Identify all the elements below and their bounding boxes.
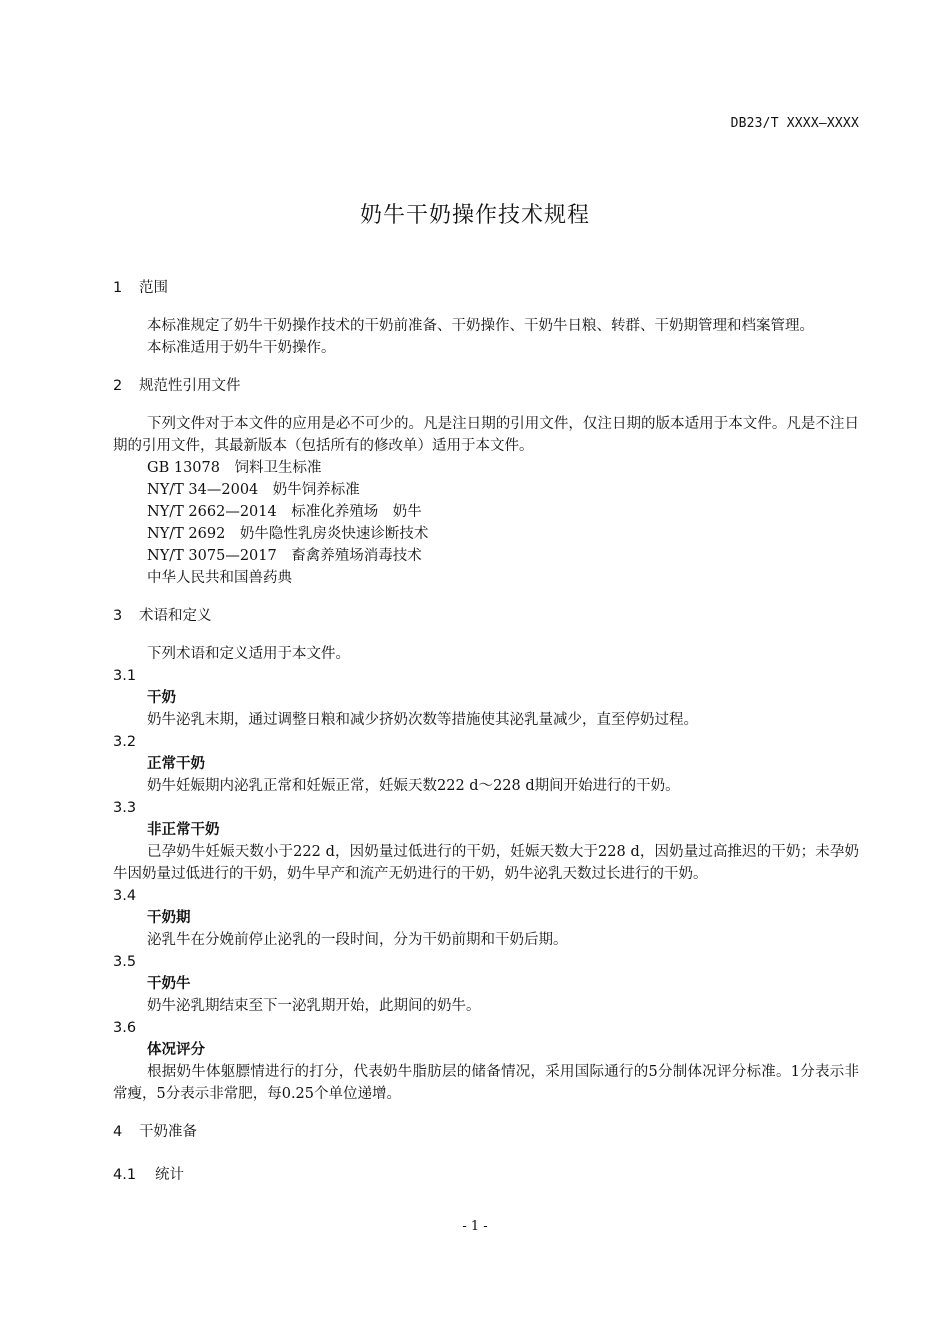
term-definition: 奶牛泌乳期结束至下一泌乳期开始，此期间的奶牛。 — [147, 998, 481, 1014]
section-4-heading — [113, 1116, 859, 1148]
term-number: 3.1 — [113, 668, 137, 684]
references-intro: 下列文件对于本文件的应用是必不可少的。凡是注日期的引用文件，仅注日期的版本适用于本文件。凡是不注日期的引用文件，其最新版本（包括所有的修改单）适用于本文件。 — [113, 416, 859, 454]
subsection-title: 统计 — [155, 1167, 184, 1183]
section-number: 3 — [113, 608, 123, 624]
reference-item: NY/T 34—2004 奶牛饲养标准 — [147, 482, 360, 498]
term-definition: 泌乳牛在分娩前停止泌乳的一段时间，分为干奶前期和干奶后期。 — [147, 932, 568, 948]
section-title: 干奶准备 — [139, 1124, 197, 1140]
section-number: 1 — [113, 280, 123, 296]
reference-item: 中华人民共和国兽药典 — [147, 570, 292, 586]
term-number: 3.3 — [113, 800, 137, 816]
section-title: 规范性引用文件 — [139, 378, 241, 394]
term-definition: 奶牛泌乳末期，通过调整日粮和减少挤奶次数等措施使其泌乳量减少，直至停奶过程。 — [147, 712, 698, 728]
section-title: 范围 — [139, 280, 168, 296]
term-definition: 根据奶牛体躯膘情进行的打分，代表奶牛脂肪层的储备情况，采用国际通行的5分制体况评分标准。1分表示非常瘦，5分表示非常肥，每0.25个单位递增。 — [113, 1064, 859, 1102]
term-name: 正常干奶 — [147, 756, 205, 772]
section-number: 2 — [113, 378, 123, 394]
terms-intro: 下列术语和定义适用于本文件。 — [147, 646, 350, 662]
term-number: 3.4 — [113, 888, 137, 904]
subsection-number: 4.1 — [113, 1167, 137, 1183]
term-definition: 已孕奶牛妊娠天数小于222 d，因奶量过低进行的干奶，妊娠天数大于228 d，因奶量过高推迟的干奶；未孕奶牛因奶量过低进行的干奶，奶牛早产和流产无奶进行的干奶，奶牛泌乳天数过长进行的干奶。 — [113, 844, 859, 882]
section-1-heading — [113, 272, 859, 304]
term-definition: 奶牛妊娠期内泌乳正常和妊娠正常，妊娠天数222 d～228 d期间开始进行的干奶。 — [147, 778, 680, 794]
section-title: 术语和定义 — [139, 608, 212, 624]
term-number: 3.5 — [113, 954, 137, 970]
reference-item: GB 13078 饲料卫生标准 — [147, 460, 322, 476]
term-number: 3.6 — [113, 1020, 137, 1036]
term-name: 干奶 — [147, 690, 176, 706]
scope-paragraph-2: 本标准适用于奶牛干奶操作。 — [147, 340, 336, 356]
document-title: 奶牛干奶操作技术规程 — [359, 203, 590, 228]
term-number: 3.2 — [113, 734, 137, 750]
term-name: 非正常干奶 — [147, 822, 220, 838]
document-body — [113, 272, 859, 1191]
page-number: - 1 - — [462, 1219, 488, 1234]
document-code: DB23/T XXXX—XXXX — [730, 116, 859, 131]
term-name: 干奶期 — [147, 910, 191, 926]
term-name: 干奶牛 — [147, 976, 191, 992]
reference-item: NY/T 2662—2014 标准化养殖场 奶牛 — [147, 504, 422, 520]
section-3-heading — [113, 600, 859, 632]
subsection-4-1-heading — [113, 1159, 859, 1191]
term-name: 体况评分 — [147, 1042, 205, 1058]
scope-paragraph-1: 本标准规定了奶牛干奶操作技术的干奶前准备、干奶操作、干奶牛日粮、转群、干奶期管理和档案管理。 — [147, 318, 814, 334]
reference-item: NY/T 2692 奶牛隐性乳房炎快速诊断技术 — [147, 526, 429, 542]
reference-item: NY/T 3075—2017 畜禽养殖场消毒技术 — [147, 548, 422, 564]
section-2-heading — [113, 370, 859, 402]
section-number: 4 — [113, 1124, 123, 1140]
